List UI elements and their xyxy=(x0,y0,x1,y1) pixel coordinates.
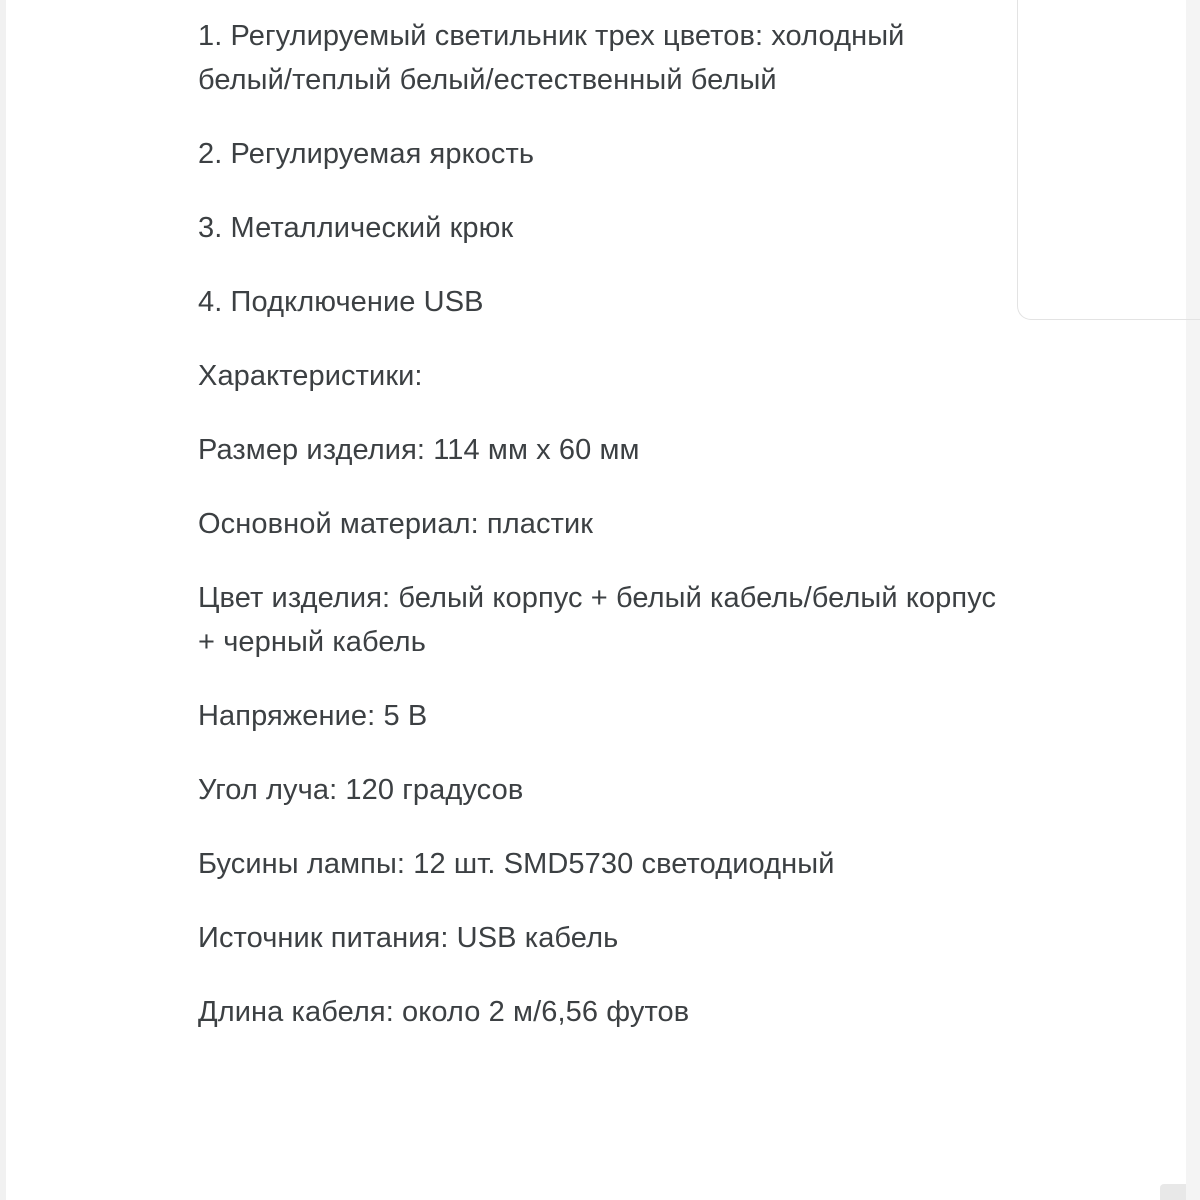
feature-item-2: 2. Регулируемая яркость xyxy=(198,138,535,170)
spec-voltage: Напряжение: 5 В xyxy=(198,700,428,732)
spec-power-source: Источник питания: USB кабель xyxy=(198,922,619,954)
spec-main-material: Основной материал: пластик xyxy=(198,508,594,540)
specs-heading: Характеристики: xyxy=(198,360,423,392)
feature-item-4: 4. Подключение USB xyxy=(198,286,484,318)
spec-product-size: Размер изделия: 114 мм x 60 мм xyxy=(198,434,640,466)
feature-item-3: 3. Металлический крюк xyxy=(198,212,514,244)
spec-product-color: Цвет изделия: белый корпус + белый кабель/белый корпус + черный кабель xyxy=(198,582,1005,658)
spec-lamp-beads: Бусины лампы: 12 шт. SMD5730 светодиодный xyxy=(198,848,835,880)
feature-item-1: 1. Регулируемый светильник трех цветов: холодный белый/теплый белый/естественный белый xyxy=(198,20,913,96)
bottom-right-mark xyxy=(1160,1184,1186,1200)
spec-beam-angle: Угол луча: 120 градусов xyxy=(198,774,524,806)
spec-cable-length: Длина кабеля: около 2 м/6,56 футов xyxy=(198,996,690,1028)
